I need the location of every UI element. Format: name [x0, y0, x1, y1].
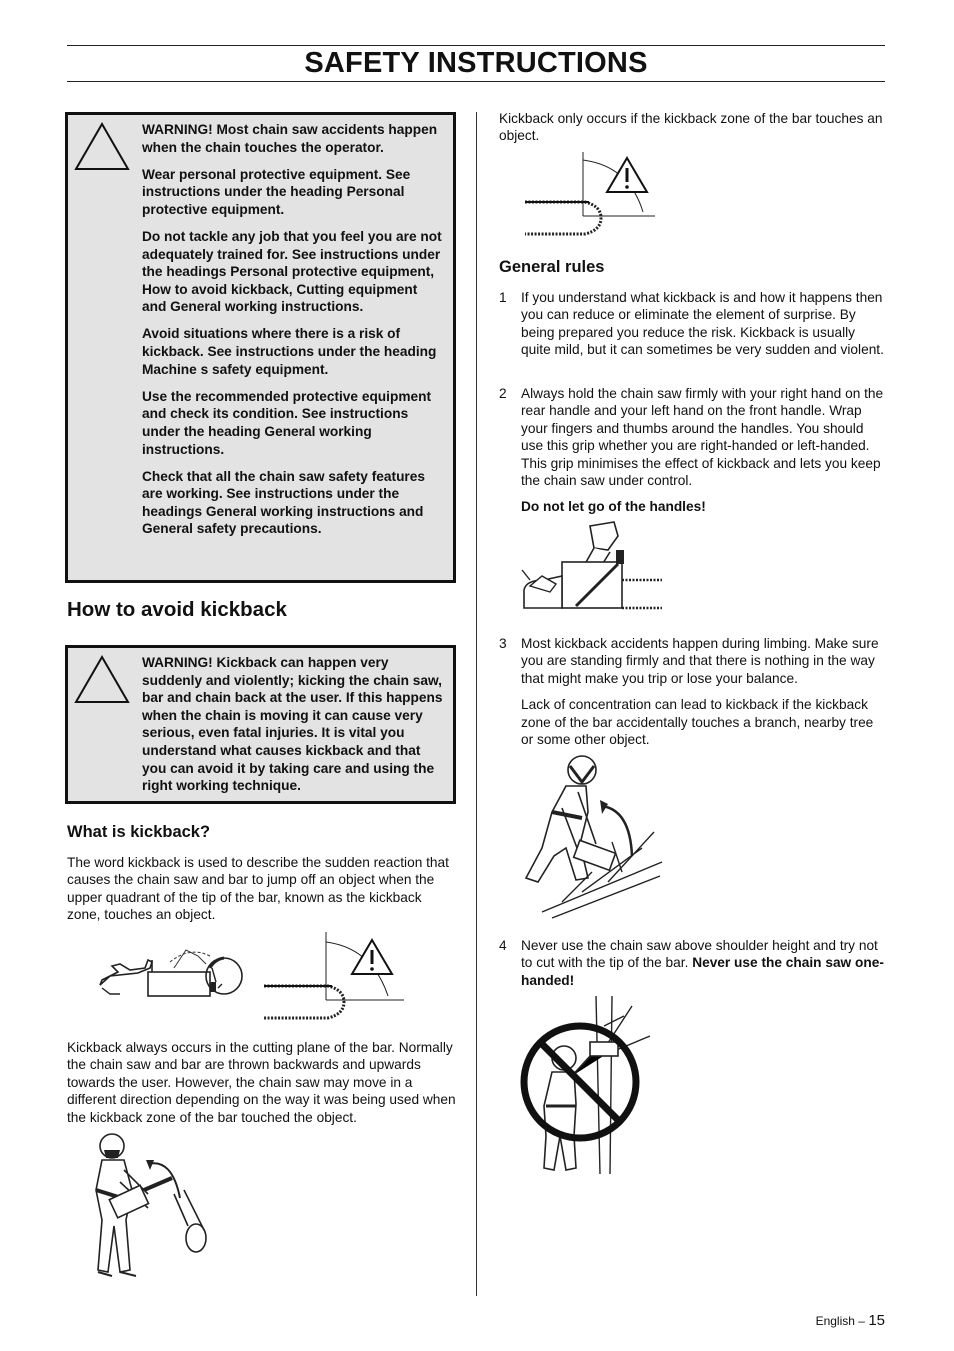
list-item: [499, 635, 887, 757]
warning-paragraph: Use the recommended protective equipment and check its condition. See instructions under the heading General working instructions.: [142, 388, 432, 457]
warning-triangle-icon: [74, 121, 130, 171]
page-number: 15: [868, 1312, 885, 1329]
warning-paragraph: Wear personal protective equipment. See instructions under the heading Personal protective equipment.: [142, 166, 411, 217]
list-number: 4: [499, 938, 507, 953]
list-item: [499, 289, 887, 368]
chainsaw-kickback-zone-illustration: [90, 940, 250, 1006]
subheading-what-is-kickback: What is kickback?: [67, 823, 211, 841]
operator-kickback-illustration: [88, 1130, 208, 1282]
warning-paragraph: Avoid situations where there is a risk of kickback. See instructions under the heading Machine s safety equipment.: [142, 326, 437, 377]
list-text: Never use the chain saw above shoulder height and try not to cut with the tip of the bar.: [521, 938, 878, 971]
list-number: 2: [499, 386, 507, 401]
bar-kickback-angle-illustration: [262, 930, 404, 1020]
prohibited-above-shoulder-illustration: [520, 996, 660, 1174]
list-text: Lack of concentration can lead to kickback if the kickback zone of the bar accidentally touches a branch, nearby tree or some other object.: [521, 697, 874, 748]
title-underline: [67, 81, 885, 82]
warning-box-kickback: [65, 645, 456, 804]
page-title: SAFETY INSTRUCTIONS: [304, 47, 648, 79]
list-text: Most kickback accidents happen during limbing. Make sure you are standing firmly and that there is nothing in the way that might make you trip or lose your balance.: [521, 636, 879, 686]
warning-paragraph: WARNING! Kickback can happen very suddenly and violently; kicking the chain saw, bar and chain back at the user. If this happens when the chain is moving it can cause very serious, even fatal injuries. It is vital you understand what causes kickback and that you can avoid it by taking care and using the right working technique.: [142, 655, 443, 794]
list-note: Do not let go of the handles!: [521, 499, 706, 515]
list-number: 3: [499, 636, 507, 651]
list-bold-text: Never use the chain saw one-handed!: [521, 955, 884, 988]
list-text: Always hold the chain saw firmly with your right hand on the rear handle and your left hand on the front handle. Wrap your fingers and thumbs around the handles. You should use this grip whether you are right-handed or left-handed. This grip minimises the effect of kickback and lets you keep the chain saw under control.: [521, 386, 884, 489]
warning-paragraph: Do not tackle any job that you feel you are not adequately trained for. See instructions under the headings Personal protective equipment, How to avoid kickback, Cutting equipment and General working instructions.: [142, 228, 442, 315]
warning-text: [142, 654, 443, 804]
warning-text: [142, 121, 443, 547]
section-heading-kickback: How to avoid kickback: [67, 598, 287, 621]
limbing-operator-illustration: [522, 752, 662, 918]
hands-on-handles-illustration: [520, 520, 662, 616]
bar-kickback-zone-illustration: [525, 150, 655, 236]
warning-box-accidents: [65, 112, 456, 583]
kickback-plane-text: Kickback always occurs in the cutting plane of the bar. Normally the chain saw and bar are thrown backwards and upwards towards the user. However, the chain saw may move in a different direction depending on the way it was being used when the kickback zone of the bar touched the object.: [67, 1040, 456, 1125]
list-item: [499, 385, 887, 525]
warning-paragraph: Check that all the chain saw safety features are working. See instructions under the headings General working instructions and General safety precautions.: [142, 468, 425, 537]
footer-separator: –: [858, 1314, 865, 1328]
page-footer: [700, 1312, 885, 1329]
footer-language: English: [815, 1314, 855, 1328]
warning-triangle-icon: [74, 654, 130, 704]
subheading-general-rules: General rules: [499, 258, 605, 276]
what-is-kickback-text: The word kickback is used to describe the sudden reaction that causes the chain saw and bar to jump off an object when the upper quadrant of the tip of the bar, known as the kickback zone, touches an object.: [67, 855, 449, 923]
kickback-zone-text: Kickback only occurs if the kickback zone of the bar touches an object.: [499, 111, 883, 144]
list-item: [499, 937, 887, 998]
column-divider: [476, 112, 477, 1296]
list-text: If you understand what kickback is and how it happens then you can reduce or eliminate the element of surprise. By being prepared you reduce the risk. Kickback is usually quite mild, but it can sometimes be very sudden and violent.: [521, 290, 884, 358]
list-number: 1: [499, 290, 507, 305]
warning-paragraph: WARNING! Most chain saw accidents happen when the chain touches the operator.: [142, 122, 438, 155]
